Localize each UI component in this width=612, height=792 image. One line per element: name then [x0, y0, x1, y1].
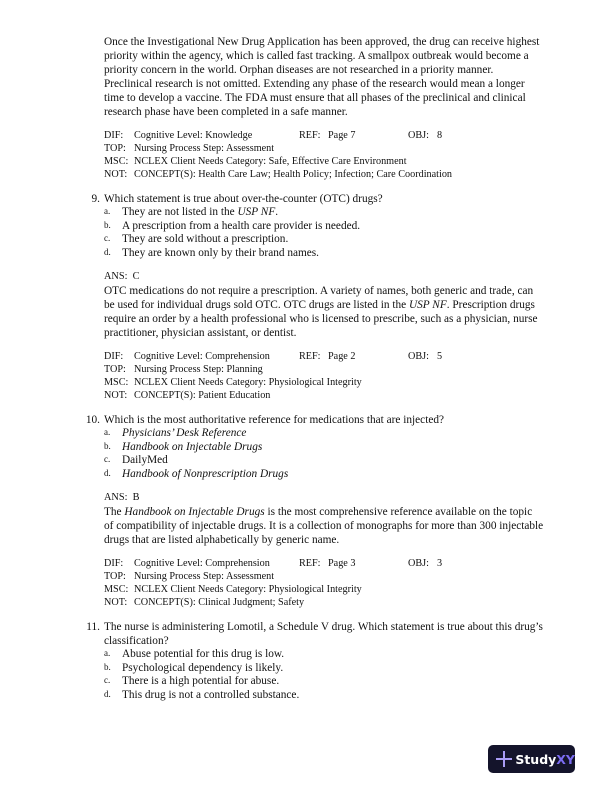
- question-stem: [85, 413, 544, 427]
- text-segment: They are known only by their brand names.: [122, 246, 320, 259]
- msc-label: MSC:: [104, 584, 129, 595]
- question-text: The nurse is administering Lomotil, a Schedule V drug. Which statement is true about this drug’s classification?: [104, 621, 543, 647]
- question-metadata: [104, 350, 544, 402]
- metadata-row-top: [104, 363, 544, 376]
- rationale-paragraph: [104, 284, 544, 340]
- text-segment: .: [275, 206, 279, 218]
- not-label: NOT:: [104, 390, 128, 401]
- option-letter: a.: [104, 648, 111, 658]
- obj-value: 5: [437, 351, 443, 362]
- text-segment: They are not listed in the: [122, 206, 238, 218]
- ref-value: Page 2: [328, 351, 356, 362]
- answer-option: [104, 675, 544, 689]
- question-metadata: [104, 557, 544, 609]
- text-segment: Once the Investigational New Drug Application has been approved, the drug can receive highest priority within the agency, which is called fast tracking. A smallpox outbreak would become a priority concern in the world. Orphan diseases are not researched in a priority manner. Preclinical research is not omitted. Extending any phase of the research would mean a longer time to develop a vaccine. The FDA must ensure that all phases of the preclinical and clinical research phase have been completed in a safe manner.: [104, 36, 540, 118]
- document-page: [85, 35, 544, 702]
- option-text: [122, 454, 168, 466]
- option-letter: b.: [104, 219, 111, 230]
- metadata-row-not: [104, 389, 544, 402]
- not-value: CONCEPT(S): Patient Education: [134, 390, 271, 401]
- option-letter: d.: [104, 688, 111, 699]
- answer-label: ANS:: [104, 271, 128, 282]
- option-text: [122, 220, 360, 232]
- option-text: [122, 206, 278, 218]
- option-text: [122, 233, 288, 245]
- top-label: TOP:: [104, 143, 126, 154]
- text-segment: The: [104, 506, 125, 518]
- answer-option: [104, 247, 544, 261]
- option-text: [122, 468, 288, 480]
- rationale-paragraph: [104, 35, 544, 119]
- obj-label: OBJ:: [408, 130, 429, 141]
- answer-option: [104, 427, 544, 441]
- ref-value: Page 3: [328, 558, 356, 569]
- metadata-row-msc: [104, 155, 544, 168]
- answer-option: [104, 662, 544, 676]
- answer-option: [104, 233, 544, 247]
- option-text: [122, 675, 279, 687]
- metadata-row-not: [104, 168, 544, 181]
- top-value: Nursing Process Step: Assessment: [134, 571, 275, 582]
- logo-brand: Study: [515, 751, 557, 767]
- question-text: Which statement is true about over-the-counter (OTC) drugs?: [104, 193, 383, 205]
- studyxy-logo[interactable]: [488, 745, 575, 773]
- answer-label: ANS:: [104, 492, 128, 503]
- not-label: NOT:: [104, 169, 128, 180]
- option-text: [122, 648, 284, 660]
- answer-option: [104, 468, 544, 482]
- logo-brand-accent: XY: [556, 751, 575, 767]
- metadata-row-not: [104, 596, 544, 609]
- metadata-row-dif: [104, 557, 544, 570]
- question-stem: [91, 192, 544, 206]
- ref-value: Page 7: [328, 130, 356, 141]
- metadata-row-top: [104, 570, 544, 583]
- answer-option: [104, 454, 544, 468]
- not-value: CONCEPT(S): Clinical Judgment; Safety: [134, 597, 305, 608]
- metadata-row-msc: [104, 376, 544, 389]
- option-letter: d.: [104, 467, 111, 478]
- dif-label: DIF:: [104, 130, 124, 141]
- option-letter: d.: [104, 246, 111, 257]
- metadata-row-dif: [104, 129, 544, 142]
- option-letter: a.: [104, 427, 111, 437]
- italic-text: Physicians’ Desk Reference: [122, 427, 247, 439]
- text-segment: A prescription from a health care provider is needed.: [122, 219, 361, 232]
- option-text: [122, 247, 319, 259]
- dif-value: Cognitive Level: Comprehension: [134, 351, 270, 362]
- option-letter: b.: [104, 440, 111, 451]
- question-metadata: [104, 129, 544, 181]
- option-text: [122, 441, 262, 453]
- question-item: [86, 620, 544, 702]
- top-value: Nursing Process Step: Assessment: [134, 143, 275, 154]
- dif-value: Cognitive Level: Knowledge: [134, 130, 253, 141]
- answer-option: [104, 441, 544, 455]
- msc-label: MSC:: [104, 156, 129, 167]
- metadata-row-msc: [104, 583, 544, 596]
- option-text: [122, 662, 283, 674]
- option-letter: c.: [104, 233, 111, 243]
- top-label: TOP:: [104, 571, 126, 582]
- text-segment: Psychological dependency is likely.: [122, 661, 284, 674]
- option-letter: c.: [104, 454, 111, 464]
- answer-key: [104, 491, 544, 505]
- italic-text: USP NF: [408, 299, 447, 311]
- answer-option: [104, 220, 544, 234]
- option-text: [122, 689, 299, 701]
- text-segment: This drug is not a controlled substance.: [122, 688, 300, 701]
- metadata-row-dif: [104, 350, 544, 363]
- text-segment: They are sold without a prescription.: [122, 233, 289, 245]
- ref-label: REF:: [299, 558, 321, 569]
- answer-value: C: [132, 271, 140, 282]
- answer-option: [104, 206, 544, 220]
- msc-value: NCLEX Client Needs Category: Safe, Effective Care Environment: [134, 156, 407, 167]
- msc-value: NCLEX Client Needs Category: Physiological Integrity: [134, 584, 362, 595]
- ref-label: REF:: [299, 351, 321, 362]
- question-text: Which is the most authoritative reference for medications that are injected?: [104, 414, 445, 426]
- not-value: CONCEPT(S): Health Care Law; Health Policy; Infection; Care Coordination: [134, 169, 453, 180]
- obj-label: OBJ:: [408, 558, 429, 569]
- italic-text: Handbook on Injectable Drugs: [122, 440, 263, 453]
- question-item: [85, 413, 544, 609]
- question-item: [91, 192, 544, 402]
- top-value: Nursing Process Step: Planning: [134, 364, 263, 375]
- metadata-row-top: [104, 142, 544, 155]
- dif-label: DIF:: [104, 351, 124, 362]
- answer-option: [104, 648, 544, 662]
- text-segment: There is a high potential for abuse.: [122, 675, 280, 687]
- option-letter: c.: [104, 675, 111, 685]
- top-label: TOP:: [104, 364, 126, 375]
- text-segment: DailyMed: [122, 454, 168, 466]
- text-segment: OTC medications do not require a prescription. A variety of names, both generic and trade, can be used for individual drugs sold OTC. OTC drugs are listed in the: [104, 285, 534, 311]
- question-number: 9.: [91, 193, 100, 205]
- msc-label: MSC:: [104, 377, 129, 388]
- answer-key: [104, 270, 544, 284]
- obj-value: 3: [437, 558, 443, 569]
- answer-option: [104, 689, 544, 703]
- rationale-paragraph: [104, 505, 544, 547]
- answer-value: B: [132, 492, 140, 503]
- option-letter: b.: [104, 661, 111, 672]
- obj-value: 8: [437, 130, 443, 141]
- question-number: 10.: [85, 414, 100, 426]
- text-segment: Abuse potential for this drug is low.: [122, 648, 285, 660]
- italic-text: Handbook of Nonprescription Drugs: [122, 467, 289, 480]
- obj-label: OBJ:: [408, 351, 429, 362]
- italic-text: USP NF: [237, 206, 276, 218]
- ref-label: REF:: [299, 130, 321, 141]
- dif-value: Cognitive Level: Comprehension: [134, 558, 270, 569]
- not-label: NOT:: [104, 597, 128, 608]
- question-number: 11.: [86, 621, 100, 633]
- msc-value: NCLEX Client Needs Category: Physiological Integrity: [134, 377, 362, 388]
- plus-icon: [492, 745, 515, 773]
- option-letter: a.: [104, 206, 111, 216]
- option-text: [122, 427, 246, 439]
- question-stem: [86, 620, 544, 648]
- text-segment: . Prescription drugs require an order by a health professional who is licensed to prescribe, such as a physician, nurse practitioner, physician assistant, or dentist.: [104, 299, 538, 339]
- text-segment: is the most comprehensive reference available on the topic of compatibility of injectable drugs. It is a collection of monographs for more than 300 injectable drugs that are listed alphabetically by generic name.: [104, 506, 544, 546]
- italic-text: Handbook on Injectable Drugs: [124, 506, 265, 518]
- dif-label: DIF:: [104, 558, 124, 569]
